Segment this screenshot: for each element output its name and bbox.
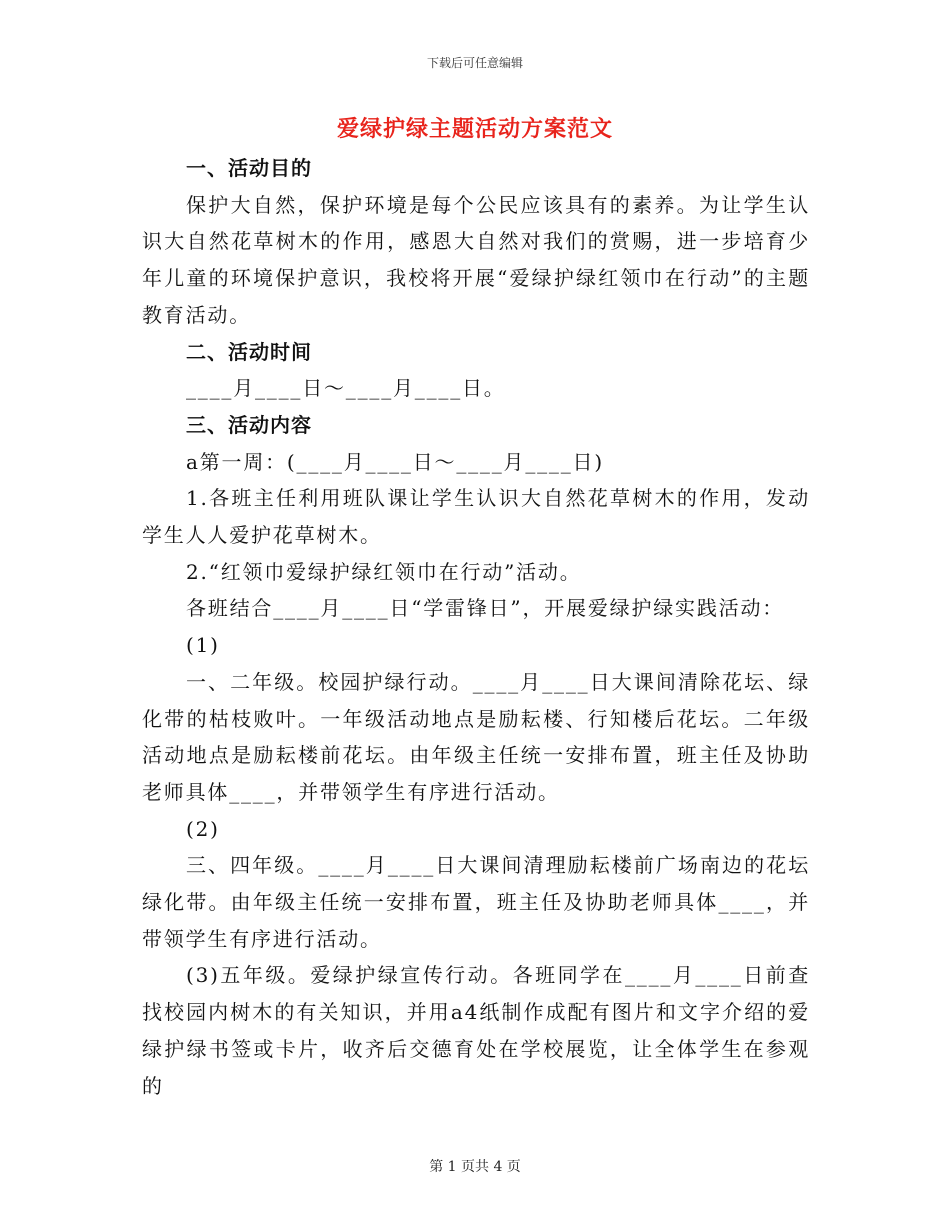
paragraph-grades-3-4: 三、四年级。____月____日大课间清理励耘楼前广场南边的花坛绿化带。由年级主任统一安排布置，班主任及协助老师具体____，并带领学生有序进行活动。 — [142, 853, 810, 951]
paragraph-week-one: a第一周：(____月____日～____月____日) — [186, 449, 604, 474]
section-heading-purpose: 一、活动目的 — [186, 156, 312, 180]
paragraph-item-1: 1.各班主任利用班队课让学生认识大自然花草树木的作用，发动学生人人爱护花草树木。 — [142, 486, 810, 548]
paragraph-purpose: 保护大自然，保护环境是每个公民应该具有的素养。为让学生认识大自然花草树木的作用，感恩大自然对我们的赏赐，进一步培育少年儿童的环境保护意识，我校将开展“爱绿护绿红领巾在行动”的主题教育活动。 — [142, 192, 810, 327]
paragraph-class-activity: 各班结合____月____日“学雷锋日”，开展爱绿护绿实践活动： — [186, 596, 785, 621]
paragraph-grade-5: (3)五年级。爱绿护绿宣传行动。各班同学在____月____日前查找校园内树木的有关知识，并用a4纸制作成配有图片和文字介绍的爱绿护绿书签或卡片，收齐后交德育处在学校展览，让全体学生在参观的 — [142, 963, 810, 1098]
paragraph-item-2: 2.“红领巾爱绿护绿红领巾在行动”活动。 — [186, 559, 582, 584]
section-heading-content: 三、活动内容 — [186, 412, 312, 437]
page-header: 下载后可任意编辑 — [426, 56, 523, 70]
section-heading-time: 二、活动时间 — [186, 339, 312, 364]
document-body — [142, 150, 810, 1104]
paragraph-grades-1-2: 一、二年级。校园护绿行动。____月____日大课间清除花坛、绿化带的枯枝败叶。一年级活动地点是励耘楼、行知楼后花坛。二年级活动地点是励耘楼前花坛。由年级主任统一安排布置，班主任及协助老师具体____，并带领学生有序进行活动。 — [142, 669, 810, 804]
document-title: 爱绿护绿主题活动方案范文 — [336, 116, 613, 142]
paragraph-sub-1-label: (1) — [186, 633, 220, 658]
page-footer: 第 1 页共 4 页 — [429, 1159, 521, 1175]
paragraph-time: ____月____日～____月____日。 — [186, 376, 506, 401]
paragraph-sub-2-label: (2) — [186, 816, 220, 841]
